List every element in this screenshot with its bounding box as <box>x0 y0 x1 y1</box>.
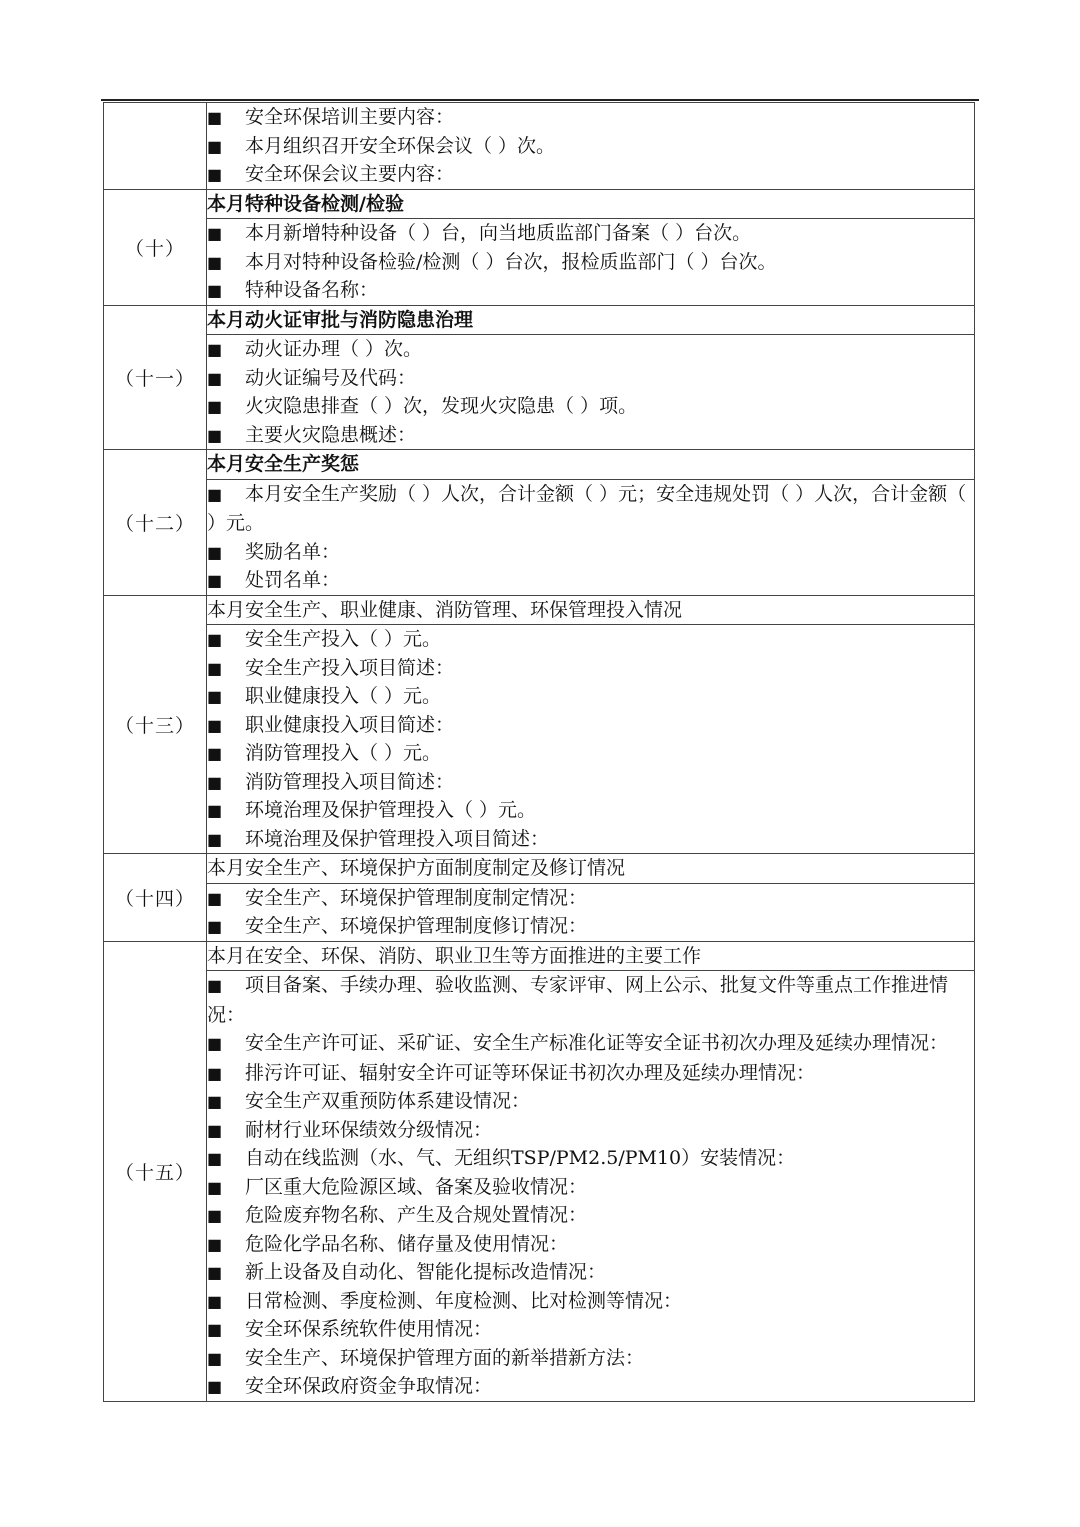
list-item-text: 安全生产双重预防体系建设情况： <box>245 1090 531 1112</box>
list-item <box>207 248 974 277</box>
section-items-row <box>104 479 975 595</box>
section-items-row <box>104 219 975 306</box>
list-item-text: 本月对特种设备检验/检测（ ）台次，报检质监部门（ ）台次。 <box>245 250 777 273</box>
list-item <box>207 825 974 854</box>
list-item-text: 项目备案、手续办理、验收监测、专家评审、网上公示、批复文件等重点工作推进情况： <box>207 974 949 1026</box>
section-row <box>104 189 975 219</box>
square-bullet-icon: ■ <box>207 1063 223 1083</box>
square-bullet-icon: ■ <box>207 281 223 300</box>
section-items <box>207 103 975 190</box>
list-item-text: 特种设备名称： <box>245 279 379 301</box>
list-item <box>207 971 974 1029</box>
list-item <box>207 1173 974 1202</box>
list-item <box>207 480 974 538</box>
list-item <box>207 1258 974 1287</box>
list-item <box>207 1201 974 1230</box>
list-item <box>207 1116 974 1145</box>
square-bullet-icon: ■ <box>207 1263 223 1282</box>
list-item-text: 消防管理投入（ ）元。 <box>245 742 442 764</box>
list-item <box>207 160 974 189</box>
square-bullet-icon: ■ <box>207 829 223 849</box>
section-row <box>104 305 975 335</box>
list-item-text: 危险化学品名称、储存量及使用情况： <box>245 1232 569 1255</box>
list-item-text: 职业健康投入项目简述： <box>245 713 455 736</box>
list-item <box>207 1029 974 1059</box>
square-bullet-icon: ■ <box>207 715 223 735</box>
square-bullet-icon: ■ <box>207 888 223 908</box>
list-item <box>207 884 974 913</box>
square-bullet-icon: ■ <box>207 136 223 156</box>
section-items-row <box>104 103 975 190</box>
section-items-row <box>104 971 975 1402</box>
square-bullet-icon: ■ <box>207 687 223 706</box>
section-title: 本月安全生产奖惩 <box>207 453 360 475</box>
list-item <box>207 796 974 825</box>
report-form-table <box>103 102 975 1402</box>
square-bullet-icon: ■ <box>207 425 223 445</box>
section-title: 本月动火证审批与消防隐患治理 <box>207 308 474 331</box>
list-item-text: 安全生产、环境保护管理制度制定情况： <box>245 886 588 909</box>
square-bullet-icon: ■ <box>207 1320 223 1339</box>
square-bullet-icon: ■ <box>207 368 223 388</box>
section-items <box>207 883 975 941</box>
list-item <box>207 566 974 595</box>
list-item <box>207 1372 974 1401</box>
square-bullet-icon: ■ <box>207 772 223 792</box>
section-title: 本月在安全、环保、消防、职业卫生等方面推进的主要工作 <box>207 944 702 967</box>
list-item-text: 危险废弃物名称、产生及合规处置情况： <box>245 1204 588 1226</box>
list-item <box>207 103 974 132</box>
square-bullet-icon: ■ <box>207 630 223 649</box>
section-items <box>207 479 975 595</box>
section-items <box>207 219 975 306</box>
list-item <box>207 392 974 421</box>
list-item-text: 耐材行业环保绩效分级情况： <box>245 1118 493 1141</box>
list-item-text: 奖励名单： <box>245 540 341 563</box>
list-item-text: 安全生产许可证、采矿证、安全生产标准化证等安全证书初次办理及延续办理情况： <box>245 1032 949 1054</box>
section-number: （十三） <box>104 595 207 854</box>
square-bullet-icon: ■ <box>207 165 223 184</box>
list-item-text: 自动在线监测（水、气、无组织TSP/PM2.5/PM10）安装情况： <box>245 1147 796 1169</box>
list-item-text: 安全环保培训主要内容： <box>245 106 455 128</box>
section-items-row <box>104 883 975 941</box>
section-items-row <box>104 335 975 450</box>
list-item-text: 安全环保会议主要内容： <box>245 163 455 185</box>
section-row <box>104 854 975 884</box>
list-item <box>207 421 974 450</box>
section-title: 本月安全生产、职业健康、消防管理、环保管理投入情况 <box>207 598 683 621</box>
section-items <box>207 335 975 450</box>
square-bullet-icon: ■ <box>207 976 223 995</box>
square-bullet-icon: ■ <box>207 1377 223 1396</box>
list-item-text: 厂区重大危险源区域、备案及验收情况： <box>245 1175 588 1198</box>
square-bullet-icon: ■ <box>207 1120 223 1140</box>
list-item <box>207 711 974 740</box>
section-items <box>207 971 975 1402</box>
square-bullet-icon: ■ <box>207 801 223 820</box>
list-item-text: 日常检测、季度检测、年度检测、比对检测等情况： <box>245 1289 683 1312</box>
section-items <box>207 625 975 854</box>
list-item <box>207 335 974 364</box>
square-bullet-icon: ■ <box>207 484 223 504</box>
square-bullet-icon: ■ <box>207 1149 223 1168</box>
list-item <box>207 1315 974 1344</box>
list-item <box>207 276 974 305</box>
square-bullet-icon: ■ <box>207 744 223 763</box>
list-item-text: 火灾隐患排查（ ）次，发现火灾隐患（ ）项。 <box>245 395 638 417</box>
list-item-text: 环境治理及保护管理投入（ ）元。 <box>245 799 537 821</box>
list-item-text: 安全生产投入（ ）元。 <box>245 628 442 650</box>
list-item <box>207 1344 974 1373</box>
list-item <box>207 625 974 654</box>
square-bullet-icon: ■ <box>207 1092 223 1111</box>
list-item <box>207 768 974 797</box>
list-item <box>207 1059 974 1088</box>
square-bullet-icon: ■ <box>207 542 223 562</box>
list-item <box>207 538 974 567</box>
square-bullet-icon: ■ <box>207 1291 223 1311</box>
list-item <box>207 1230 974 1259</box>
square-bullet-icon: ■ <box>207 1206 223 1225</box>
list-item-text: 环境治理及保护管理投入项目简述： <box>245 827 550 850</box>
section-items-row <box>104 625 975 854</box>
header-rule <box>101 99 979 101</box>
square-bullet-icon: ■ <box>207 571 223 590</box>
list-item <box>207 132 974 161</box>
list-item-text: 动火证办理（ ）次。 <box>245 338 423 360</box>
section-row <box>104 595 975 625</box>
list-item-text: 本月安全生产奖励（ ）人次，合计金额（ ）元；安全违规处罚（ ）人次，合计金额（ ）元。 <box>207 482 967 534</box>
list-item-text: 安全生产、环境保护管理制度修订情况： <box>245 915 588 937</box>
list-item-text: 排污许可证、辐射安全许可证等环保证书初次办理及延续办理情况： <box>245 1061 816 1084</box>
square-bullet-icon: ■ <box>207 340 223 359</box>
list-item-text: 安全生产、环境保护管理方面的新举措新方法： <box>245 1346 645 1369</box>
square-bullet-icon: ■ <box>207 1234 223 1254</box>
section-row <box>104 450 975 480</box>
section-number: （十四） <box>104 854 207 942</box>
section-row <box>104 941 975 971</box>
square-bullet-icon: ■ <box>207 917 223 936</box>
section-number <box>104 103 207 190</box>
list-item-text: 安全生产投入项目简述： <box>245 656 455 679</box>
square-bullet-icon: ■ <box>207 397 223 416</box>
list-item-text: 安全环保政府资金争取情况： <box>245 1375 493 1397</box>
list-item <box>207 912 974 941</box>
list-item <box>207 1087 974 1116</box>
list-item <box>207 682 974 711</box>
list-item-text: 处罚名单： <box>245 569 341 591</box>
section-number: （十一） <box>104 305 207 450</box>
list-item-text: 本月组织召开安全环保会议（ ）次。 <box>245 134 556 157</box>
square-bullet-icon: ■ <box>207 108 223 127</box>
square-bullet-icon: ■ <box>207 658 223 678</box>
list-item-text: 职业健康投入（ ）元。 <box>245 685 442 707</box>
square-bullet-icon: ■ <box>207 224 223 243</box>
list-item <box>207 654 974 683</box>
square-bullet-icon: ■ <box>207 252 223 272</box>
list-item <box>207 1287 974 1316</box>
section-number: （十二） <box>104 450 207 596</box>
section-number: （十） <box>104 189 207 305</box>
list-item-text: 消防管理投入项目简述： <box>245 770 455 793</box>
section-title: 本月安全生产、环境保护方面制度制定及修订情况 <box>207 857 626 879</box>
section-title: 本月特种设备检测/检验 <box>207 192 404 215</box>
list-item-text: 安全环保系统软件使用情况： <box>245 1318 493 1340</box>
square-bullet-icon: ■ <box>207 1034 223 1053</box>
list-item <box>207 219 974 248</box>
section-number: （十五） <box>104 941 207 1401</box>
square-bullet-icon: ■ <box>207 1348 223 1368</box>
list-item-text: 本月新增特种设备（ ）台，向当地质监部门备案（ ）台次。 <box>245 222 752 244</box>
list-item-text: 动火证编号及代码： <box>245 366 417 389</box>
list-item <box>207 739 974 768</box>
list-item-text: 主要火灾隐患概述： <box>245 423 417 446</box>
list-item <box>207 364 974 393</box>
list-item-text: 新上设备及自动化、智能化提标改造情况： <box>245 1261 607 1283</box>
list-item <box>207 1144 974 1173</box>
square-bullet-icon: ■ <box>207 1177 223 1197</box>
